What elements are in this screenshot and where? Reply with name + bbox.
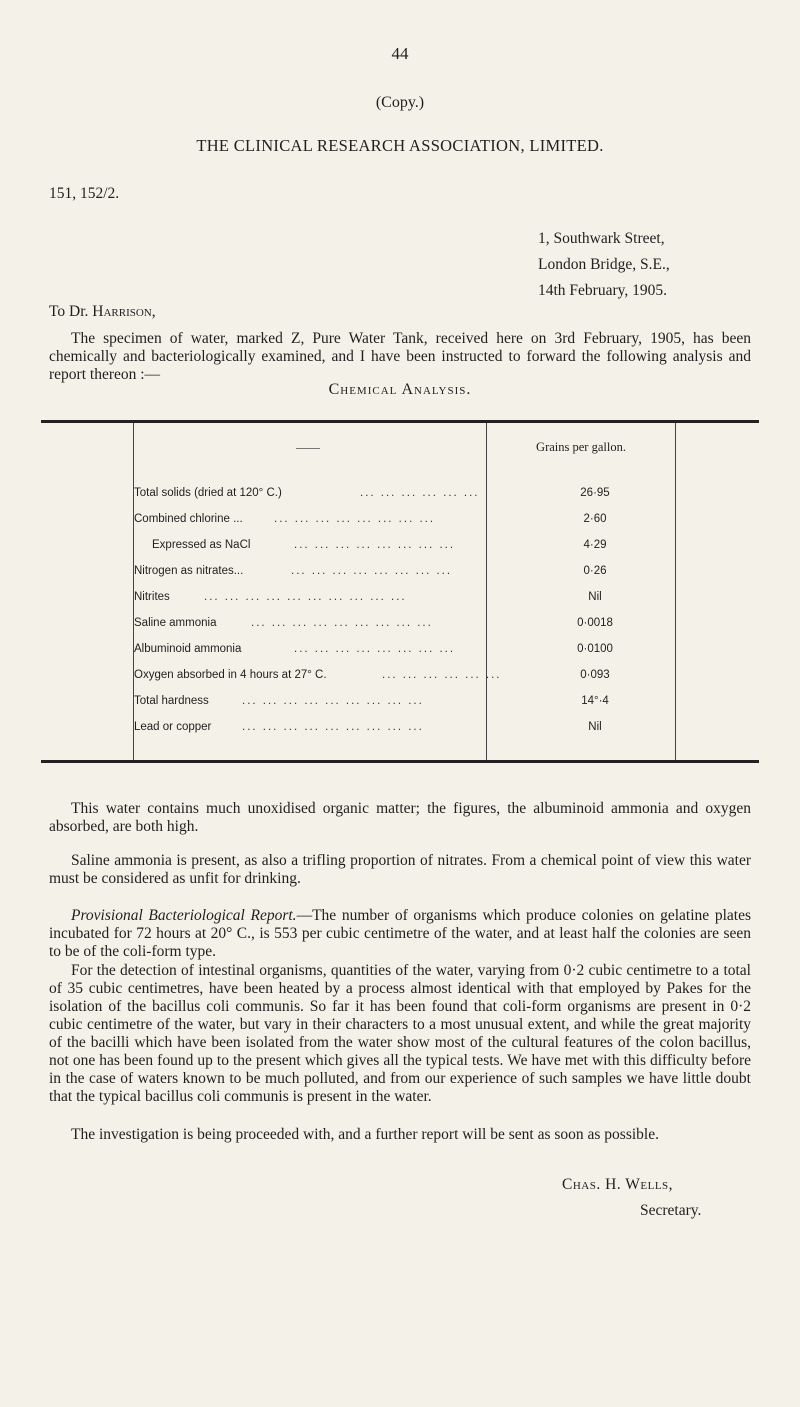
salutation-name: Harrison, — [92, 303, 156, 320]
paragraph-investigation: The investigation is being proceeded with, and a further report will be sent as soon as possible. — [71, 1126, 659, 1143]
row-value: 4·29 — [583, 539, 607, 551]
address-line-date: 14th February, 1905. — [538, 282, 668, 299]
leader-dots: ... ... ... ... ... ... ... ... — [291, 565, 453, 577]
signer-title: Secretary. — [640, 1202, 702, 1219]
leader-dots: ... ... ... ... ... ... ... ... — [294, 539, 456, 551]
address-line-street: 1, Southwark Street, — [538, 230, 665, 247]
row-value: Nil — [588, 591, 602, 603]
paragraph-intestinal-organisms: For the detection of intestinal organisms, quantities of the water, varying from 0·2 cubic centimetre to a total of 35 cubic centimetres, have been heated by a process almost identical with that employed by Pakes for the isolation of the bacillus coli communis. So far it has been found that coli-form organisms are present in 0·2 cubic centimetre of the water, but vary in their characters to a most unusual extent, and while the great majority of the bacilli which have been isolated from the water show most of the cultural features of the colon bacillus, not one has been found up to the present which gives all the typical tests. We have met with this difficulty before in the case of waters known to be much polluted, and from our experience of such samples we have little doubt that the typical bacillus coli communis is present in the water. — [49, 962, 751, 1105]
table-row-nitrites — [134, 591, 724, 617]
table-row-total-hardness — [134, 695, 724, 721]
row-label: Nitrites — [134, 591, 170, 603]
row-label: Oxygen absorbed in 4 hours at 27° C. — [134, 669, 327, 681]
row-label: Total solids (dried at 120° C.) — [134, 487, 282, 499]
intro-paragraph: The specimen of water, marked Z, Pure Water Tank, received here on 3rd February, 1905, has been chemically and bacteriologically examined, and I have been instructed to forward the following analysis and report thereon :— — [49, 330, 751, 383]
leader-dots: ... ... ... ... ... ... ... ... ... — [242, 695, 424, 707]
table-row-albuminoid-ammonia — [134, 643, 724, 669]
leader-dots: ... ... ... ... ... ... ... ... — [294, 643, 456, 655]
leader-dots: ... ... ... ... ... ... — [382, 669, 502, 681]
row-label: Albuminoid ammonia — [134, 643, 242, 655]
leader-dots: ... ... ... ... ... ... — [360, 487, 480, 499]
table-row-saline-ammonia — [134, 617, 724, 643]
table-row-expressed-as-nacl — [134, 539, 724, 565]
row-label: Expressed as NaCl — [152, 539, 251, 551]
report-body: —The number of organisms which produce colonies on gelatine plates incubated for 72 hours at 20° C., is 553 per cubic centimetre of the water, and at least half the colonies are seen to be of the coli-form type. — [49, 907, 751, 960]
report-heading: Provisional Bacteriological Report. — [71, 907, 297, 924]
page-number: 44 — [391, 44, 409, 63]
row-value: 0·26 — [583, 565, 607, 577]
row-label: Saline ammonia — [134, 617, 217, 629]
leader-dots: ... ... ... ... ... ... ... ... ... — [251, 617, 433, 629]
table-row-oxygen-absorbed — [134, 669, 724, 695]
signer-name: Chas. H. Wells, — [562, 1176, 674, 1193]
organization-title: THE CLINICAL RESEARCH ASSOCIATION, LIMITED. — [196, 136, 604, 155]
table-bottom-rule — [41, 760, 759, 763]
paragraph-unoxidised-matter: This water contains much unoxidised organic matter; the figures, the albuminoid ammonia and oxygen absorbed, are both high. — [49, 800, 751, 835]
row-label: Nitrogen as nitrates... — [134, 565, 244, 577]
row-label: Lead or copper — [134, 721, 212, 733]
row-label: Total hardness — [134, 695, 209, 707]
salutation — [49, 303, 156, 321]
address-block — [538, 226, 670, 304]
paragraph-bacteriological-report — [49, 907, 751, 961]
table-row-total-solids — [134, 487, 724, 513]
row-value: 0·0100 — [577, 643, 613, 655]
reference-number: 151, 152/2. — [49, 185, 120, 202]
address-line-city: London Bridge, S.E., — [538, 256, 670, 273]
row-label: Combined chlorine ... — [134, 513, 243, 525]
row-value: 0·093 — [580, 669, 610, 681]
table-row-nitrogen-nitrates — [134, 565, 724, 591]
header-blank: —— — [296, 440, 320, 454]
paragraph-saline-ammonia: Saline ammonia is present, as also a trifling proportion of nitrates. From a chemical point of view this water must be considered as unfit for drinking. — [49, 852, 751, 887]
chemical-analysis-table — [41, 420, 759, 763]
row-value: Nil — [588, 721, 602, 733]
table-top-rule — [41, 420, 759, 423]
salutation-prefix: To Dr. — [49, 303, 93, 320]
leader-dots: ... ... ... ... ... ... ... ... ... — [242, 721, 424, 733]
leader-dots: ... ... ... ... ... ... ... ... ... ... — [204, 591, 407, 603]
section-title: Chemical Analysis. — [328, 381, 472, 398]
copy-note: (Copy.) — [375, 94, 425, 111]
header-units: Grains per gallon. — [536, 440, 626, 454]
row-value: 14°·4 — [581, 695, 609, 707]
row-value: 0·0018 — [577, 617, 613, 629]
row-value: 2·60 — [583, 513, 607, 525]
row-value: 26·95 — [580, 487, 610, 499]
table-row-combined-chlorine — [134, 513, 724, 539]
leader-dots: ... ... ... ... ... ... ... ... — [274, 513, 436, 525]
table-row-lead-copper — [134, 721, 724, 747]
